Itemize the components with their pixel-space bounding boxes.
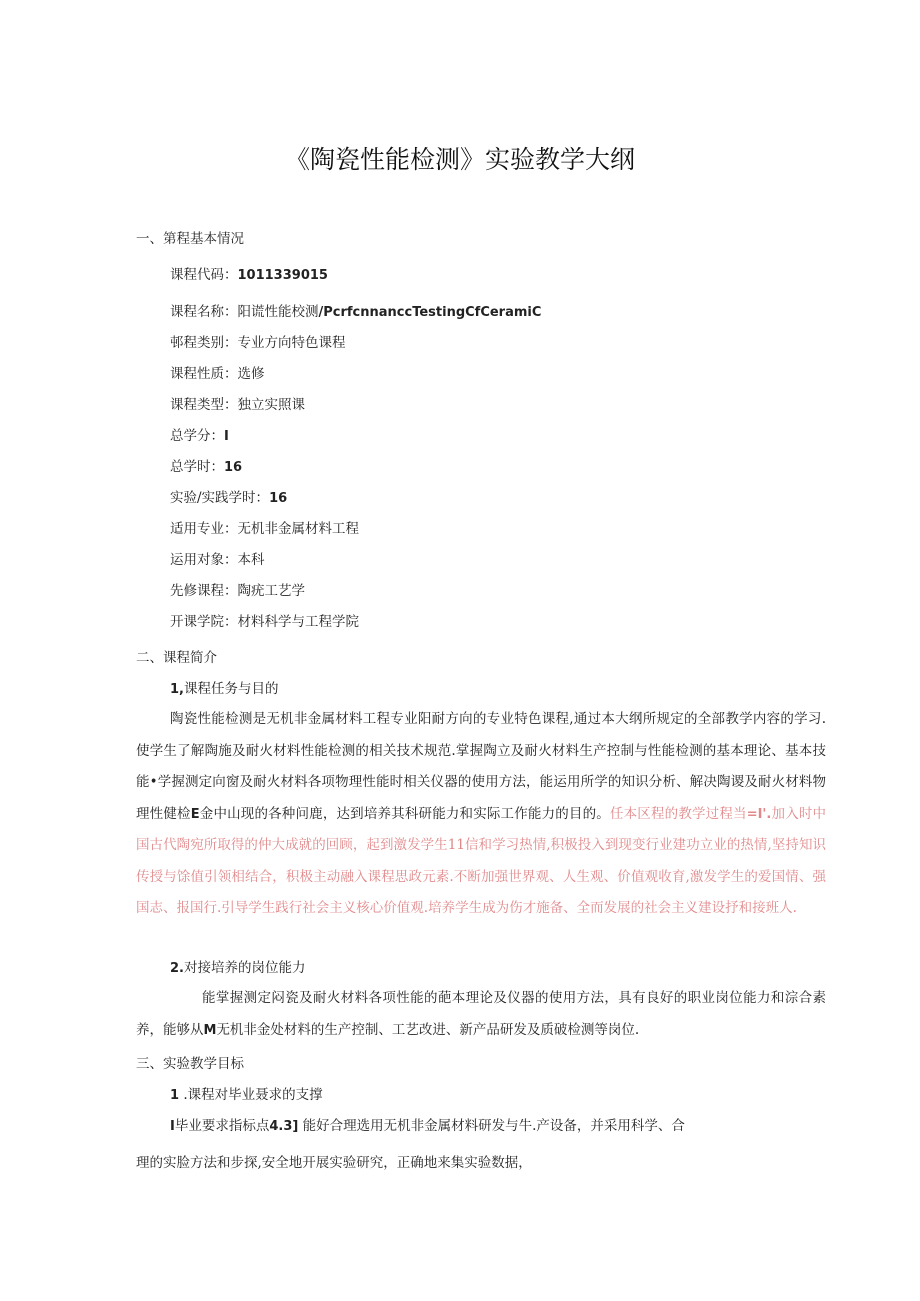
job-text-rest: 无机非金处材料的生产控制、工艺改进、新产品研发及质破检测等岗位.	[216, 1022, 640, 1038]
field-value: I	[224, 429, 229, 444]
intro-paragraph	[136, 704, 826, 925]
field-label: 开课学院：材料科学与工程学院	[170, 614, 359, 630]
req-text-a: 毕业要求指标点	[174, 1118, 270, 1134]
field-label: 总学时：	[170, 459, 224, 475]
intro-text: 陶瓷性能检测是无机非金属材料工程专业阳耐方向的专业特色课程,通过本大纲所规定的全部教学内容的学习.使学生了解陶施及耐火材料性能检测的相关技术规范.掌握陶立及耐火材料生产控制与性能检测的基本理论、基本技能•学握测定向窗及耐火材料各项物理性能时相关仪器的使用方法，能运用所学的知识分析、解决陶谡及耐火材料物理性健检	[136, 711, 826, 822]
field-label: 运用对象：本科	[170, 552, 265, 568]
applicable-major	[170, 519, 359, 539]
req-indicator: 4.3]	[269, 1119, 299, 1134]
field-label: 先修课程：陶疣工艺学	[170, 583, 305, 599]
course-nature	[170, 364, 265, 384]
document-title: 《陶瓷性能检测》实验教学大纲	[284, 145, 635, 174]
graduation-requirement-line-2: 理的实脸方法和步探,安全地开展实验研究，正确地来集实验数据，	[136, 1155, 532, 1171]
ideology-text: 任本区程的教学过程当	[609, 805, 747, 822]
intro-bold-char: E	[190, 806, 200, 822]
course-code	[170, 265, 328, 286]
field-label: 实验/实践学时：	[170, 490, 270, 506]
subheading-number: 1,	[170, 682, 184, 697]
job-text: 能掌握测定闷瓷及耐火材料各项性能的葩本理论及仪器的使用方法，具有良好的职业岗位能力和淙合素养，能够从	[136, 990, 826, 1038]
prerequisite-course	[170, 581, 305, 601]
total-credits	[170, 426, 229, 447]
field-value: 16	[224, 460, 243, 475]
subheading-job-ability	[170, 958, 305, 979]
field-label: 总学分：	[170, 428, 224, 444]
field-label: 课程代码：	[170, 267, 238, 283]
req-bold-a: I	[170, 1119, 175, 1134]
field-label: 课程名称：阳谎性能校测	[170, 304, 319, 320]
section-heading-intro: 二、课程简介	[136, 650, 217, 666]
subheading-task-purpose	[170, 679, 278, 700]
ideology-bold: =I'.	[746, 806, 772, 822]
field-label: 课程性质：选修	[170, 366, 265, 382]
job-bold-char: M	[203, 1023, 217, 1038]
job-ability-paragraph	[136, 982, 826, 1047]
field-label: 课程类型：独立实照课	[170, 397, 305, 413]
total-hours	[170, 457, 242, 478]
section-heading-basic-info: 一、第程基本情况	[136, 231, 244, 247]
field-value: 1011339015	[237, 268, 328, 283]
lab-hours	[170, 488, 287, 509]
subheading-text: .课程对毕业聂求的支撑	[179, 1087, 323, 1103]
ideology-text-rest: 加入时中国古代陶宛所取得的仲大成就的回顾，起到激发学生11信和学习热情,积极投入到现变行业建功立业的热情,坚持知识传授与馀值引领相结合，积极主动融入课程思政元素.不断加强世界观、人生观、价值观收育,激发学生的爱国情、强国志、报国行.引导学生践行社会主义核心价值观.培养学生成为伤才施备、全而发展的社会主义建设抒和接班人.	[136, 805, 827, 916]
course-type	[170, 395, 305, 415]
target-audience	[170, 550, 265, 570]
field-label: 邨程类别：专业方向特色课程	[170, 335, 346, 351]
req-text-b: 能好合理选用无机非金属材料研发与牛.产设备，并采用科学、合	[298, 1118, 685, 1134]
offering-college	[170, 612, 359, 632]
field-label: 适用专业：无机非金属材料工程	[170, 521, 359, 537]
subheading-number: 2.	[170, 961, 184, 976]
subheading-graduation-support	[170, 1085, 323, 1106]
field-value: 16	[269, 491, 288, 506]
subheading-text: 对接培养的岗位能力	[183, 960, 306, 976]
field-value: /PcrfcnnanccTestingCfCeramiC	[318, 305, 542, 320]
course-category	[170, 333, 346, 353]
section-heading-objectives: 三、实验教学目标	[136, 1056, 244, 1072]
course-name	[170, 302, 541, 323]
graduation-requirement-line	[170, 1116, 685, 1137]
intro-text-mid: 金中山现的各种问鹿，达到培养其科研能力和实际工作能力的目的。	[199, 805, 610, 822]
subheading-number: 1	[170, 1088, 180, 1103]
subheading-text: 课程任务与目的	[183, 681, 279, 697]
